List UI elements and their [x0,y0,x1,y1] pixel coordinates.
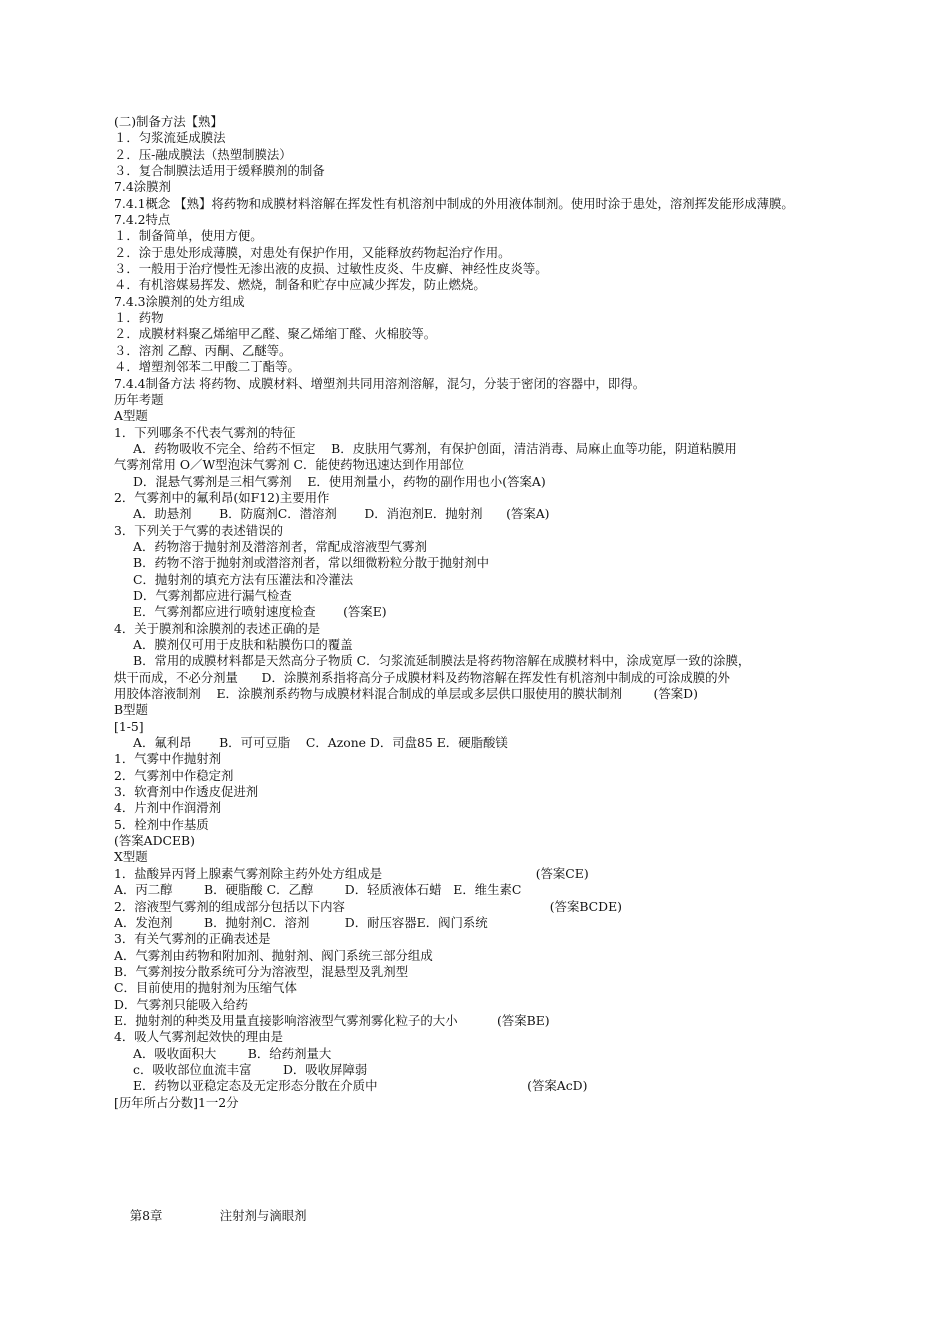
page-spacer [114,1111,844,1192]
text-line: 2．气雾剂中作稳定剂 [114,767,234,783]
text-line: [历年所占分数]1一2分 [114,1094,239,1110]
text-line: A．丙二醇 B．硬脂酸 C．乙醇 D．轻质液体石蜡 E．维生素C [114,882,522,898]
text-line: ４．增塑剂邻苯二甲酸二丁酯等。 [114,359,300,375]
text-line: 2．气雾剂中的氟利昂(如F12)主要用作 [114,489,330,505]
text-line: 3．有关气雾剂的正确表述是 [114,931,271,947]
text-line: D．混悬气雾剂是三相气雾剂 E．使用剂量小，药物的副作用也小(答案A) [133,473,546,489]
text-line: 3．软膏剂中作透皮促进剂 [114,784,259,800]
text-line: 1．盐酸异丙肾上腺素气雾剂除主药外处方组成是 (答案CE) [114,865,589,881]
text-line: (答案ADCEB) [114,833,195,849]
text-line: D．气雾剂都应进行漏气检查 [133,587,292,603]
text-line: 历年考题 [114,391,164,407]
text-line: 2．溶液型气雾剂的组成部分包括以下内容 (答案BCDE) [114,898,622,914]
text-line: 烘干而成，不必分剂量 D．涂膜剂系指将高分子成膜材料及药物溶解在挥发性有机溶剂中制成的可涂成膜的外 [114,669,730,685]
text-line: B型题 [114,702,148,718]
text-line: 4．吸人气雾剂起效快的理由是 [114,1029,283,1045]
text-line: A．膜剂仅可用于皮肤和粘膜伤口的覆盖 [133,637,353,652]
chapter-title: 注射剂与滴眼剂 [219,1208,307,1224]
text-line: A．药物吸收不完全、给药不恒定 B．皮肤用气雾剂，有保护创面，清洁消毒、局麻止血等功能，阴道粘膜用 [133,440,737,456]
text-line: A．发泡剂 B．抛射剂C．溶剂 D．耐压容器E．阀门系统 [114,914,488,930]
text-line: B．气雾剂按分散系统可分为溶液型，混悬型及乳剂型 [114,963,409,979]
document-text [114,114,844,1111]
text-line: 7.4.2特点 [114,212,171,228]
text-line: B．药物不溶于抛射剂或潜溶剂者，常以细微粉粒分散于抛射剂中 [133,555,490,571]
text-line: ４．有机溶媒易挥发、燃烧，制备和贮存中应减少挥发，防止燃烧。 [114,277,486,293]
text-line: 7.4涂膜剂 [114,179,171,195]
text-line: １．制备简单，使用方便。 [114,228,263,244]
text-line: A．吸收面积大 B．给药剂量大 [133,1045,332,1061]
text-line: B．常用的成膜材料都是天然高分子物质 C．匀浆流延制膜法是将药物溶解在成膜材料中，涂成宽厚一致的涂膜， [133,653,751,669]
text-line: A．气雾剂由药物和附加剂、抛射剂、阀门系统三部分组成 [114,947,433,963]
text-line: 7.4.1概念 【熟】将药物和成膜材料溶解在挥发性有机溶剂中制成的外用液体制剂。使用时涂于患处，溶剂挥发能形成薄膜。 [114,195,794,211]
text-line: 7.4.4制备方法 将药物、成膜材料、增塑剂共同用溶剂溶解，混匀，分装于密闭的容器中，即得。 [114,375,646,391]
text-line: ２．成膜材料聚乙烯缩甲乙醛、聚乙烯缩丁醛、火棉胶等。 [114,326,437,342]
chapter-number: 第8章 [129,1208,163,1224]
text-line: １．药物 [114,310,164,326]
text-line: ３．溶剂 乙醇、丙酮、乙醚等。 [114,342,292,358]
text-line: ２．涂于患处形成薄膜，对患处有保护作用，又能释放药物起治疗作用。 [114,244,511,260]
text-line: C．抛射剂的填充方法有压灌法和冷灌法 [133,571,354,587]
text-line: C．目前使用的抛射剂为压缩气体 [114,980,297,996]
text-line: 1．气雾中作抛射剂 [114,751,222,767]
text-line: D．气雾剂只能吸入给药 [114,996,248,1012]
text-line: ３．复合制膜法适用于缓释膜剂的制备 [114,163,325,179]
text-line: X型题 [114,849,148,865]
text-line: 用胶体溶液制剂 E．涂膜剂系药物与成膜材料混合制成的单层或多层供口服使用的膜状制剂 (答案D) [114,686,698,702]
text-line: [1-5] [114,718,144,734]
text-line: E．药物以亚稳定态及无定形态分散在介质中 (答案AcD) [133,1078,588,1094]
chapter-heading [114,1192,844,1224]
text-line: (二)制备方法【熟】 [114,114,223,129]
text-line: 4．片剂中作润滑剂 [114,800,222,816]
text-line: ２．压-融成膜法（热塑制膜法） [114,146,292,162]
text-line: A．药物溶于抛射剂及潜溶剂者，常配成溶液型气雾剂 [133,538,427,554]
text-line: 5．栓剂中作基质 [114,816,209,832]
text-line: 1．下列哪条不代表气雾剂的特征 [114,424,296,440]
text-line: １．匀浆流延成膜法 [114,130,226,146]
text-line: c．吸收部位血流丰富 D．吸收屏障弱 [133,1061,368,1077]
text-line: A．氟利昂 B．可可豆脂 C．Azone D．司盘85 E．硬脂酸镁 [133,735,508,751]
text-line: ３．一般用于治疗慢性无渗出液的皮损、过敏性皮炎、牛皮癣、神经性皮炎等。 [114,261,548,277]
text-line: 3．下列关于气雾的表述错误的 [114,522,283,538]
text-line: A型题 [114,408,148,424]
text-line: E．气雾剂都应进行喷射速度检查 (答案E) [133,604,387,620]
document-body [114,114,844,1224]
text-line: E．抛射剂的种类及用量直接影响溶液型气雾剂雾化粒子的大小 (答案BE) [114,1012,550,1028]
text-line: 4．关于膜剂和涂膜剂的表述正确的是 [114,620,321,636]
text-line: A．助悬剂 B．防腐剂C．潜溶剂 D．消泡剂E．抛射剂 (答案A) [133,506,550,522]
text-line: 7.4.3涂膜剂的处方组成 [114,293,245,309]
text-line: 气雾剂常用 O／W型泡沫气雾剂 C．能使药物迅速达到作用部位 [114,457,465,473]
